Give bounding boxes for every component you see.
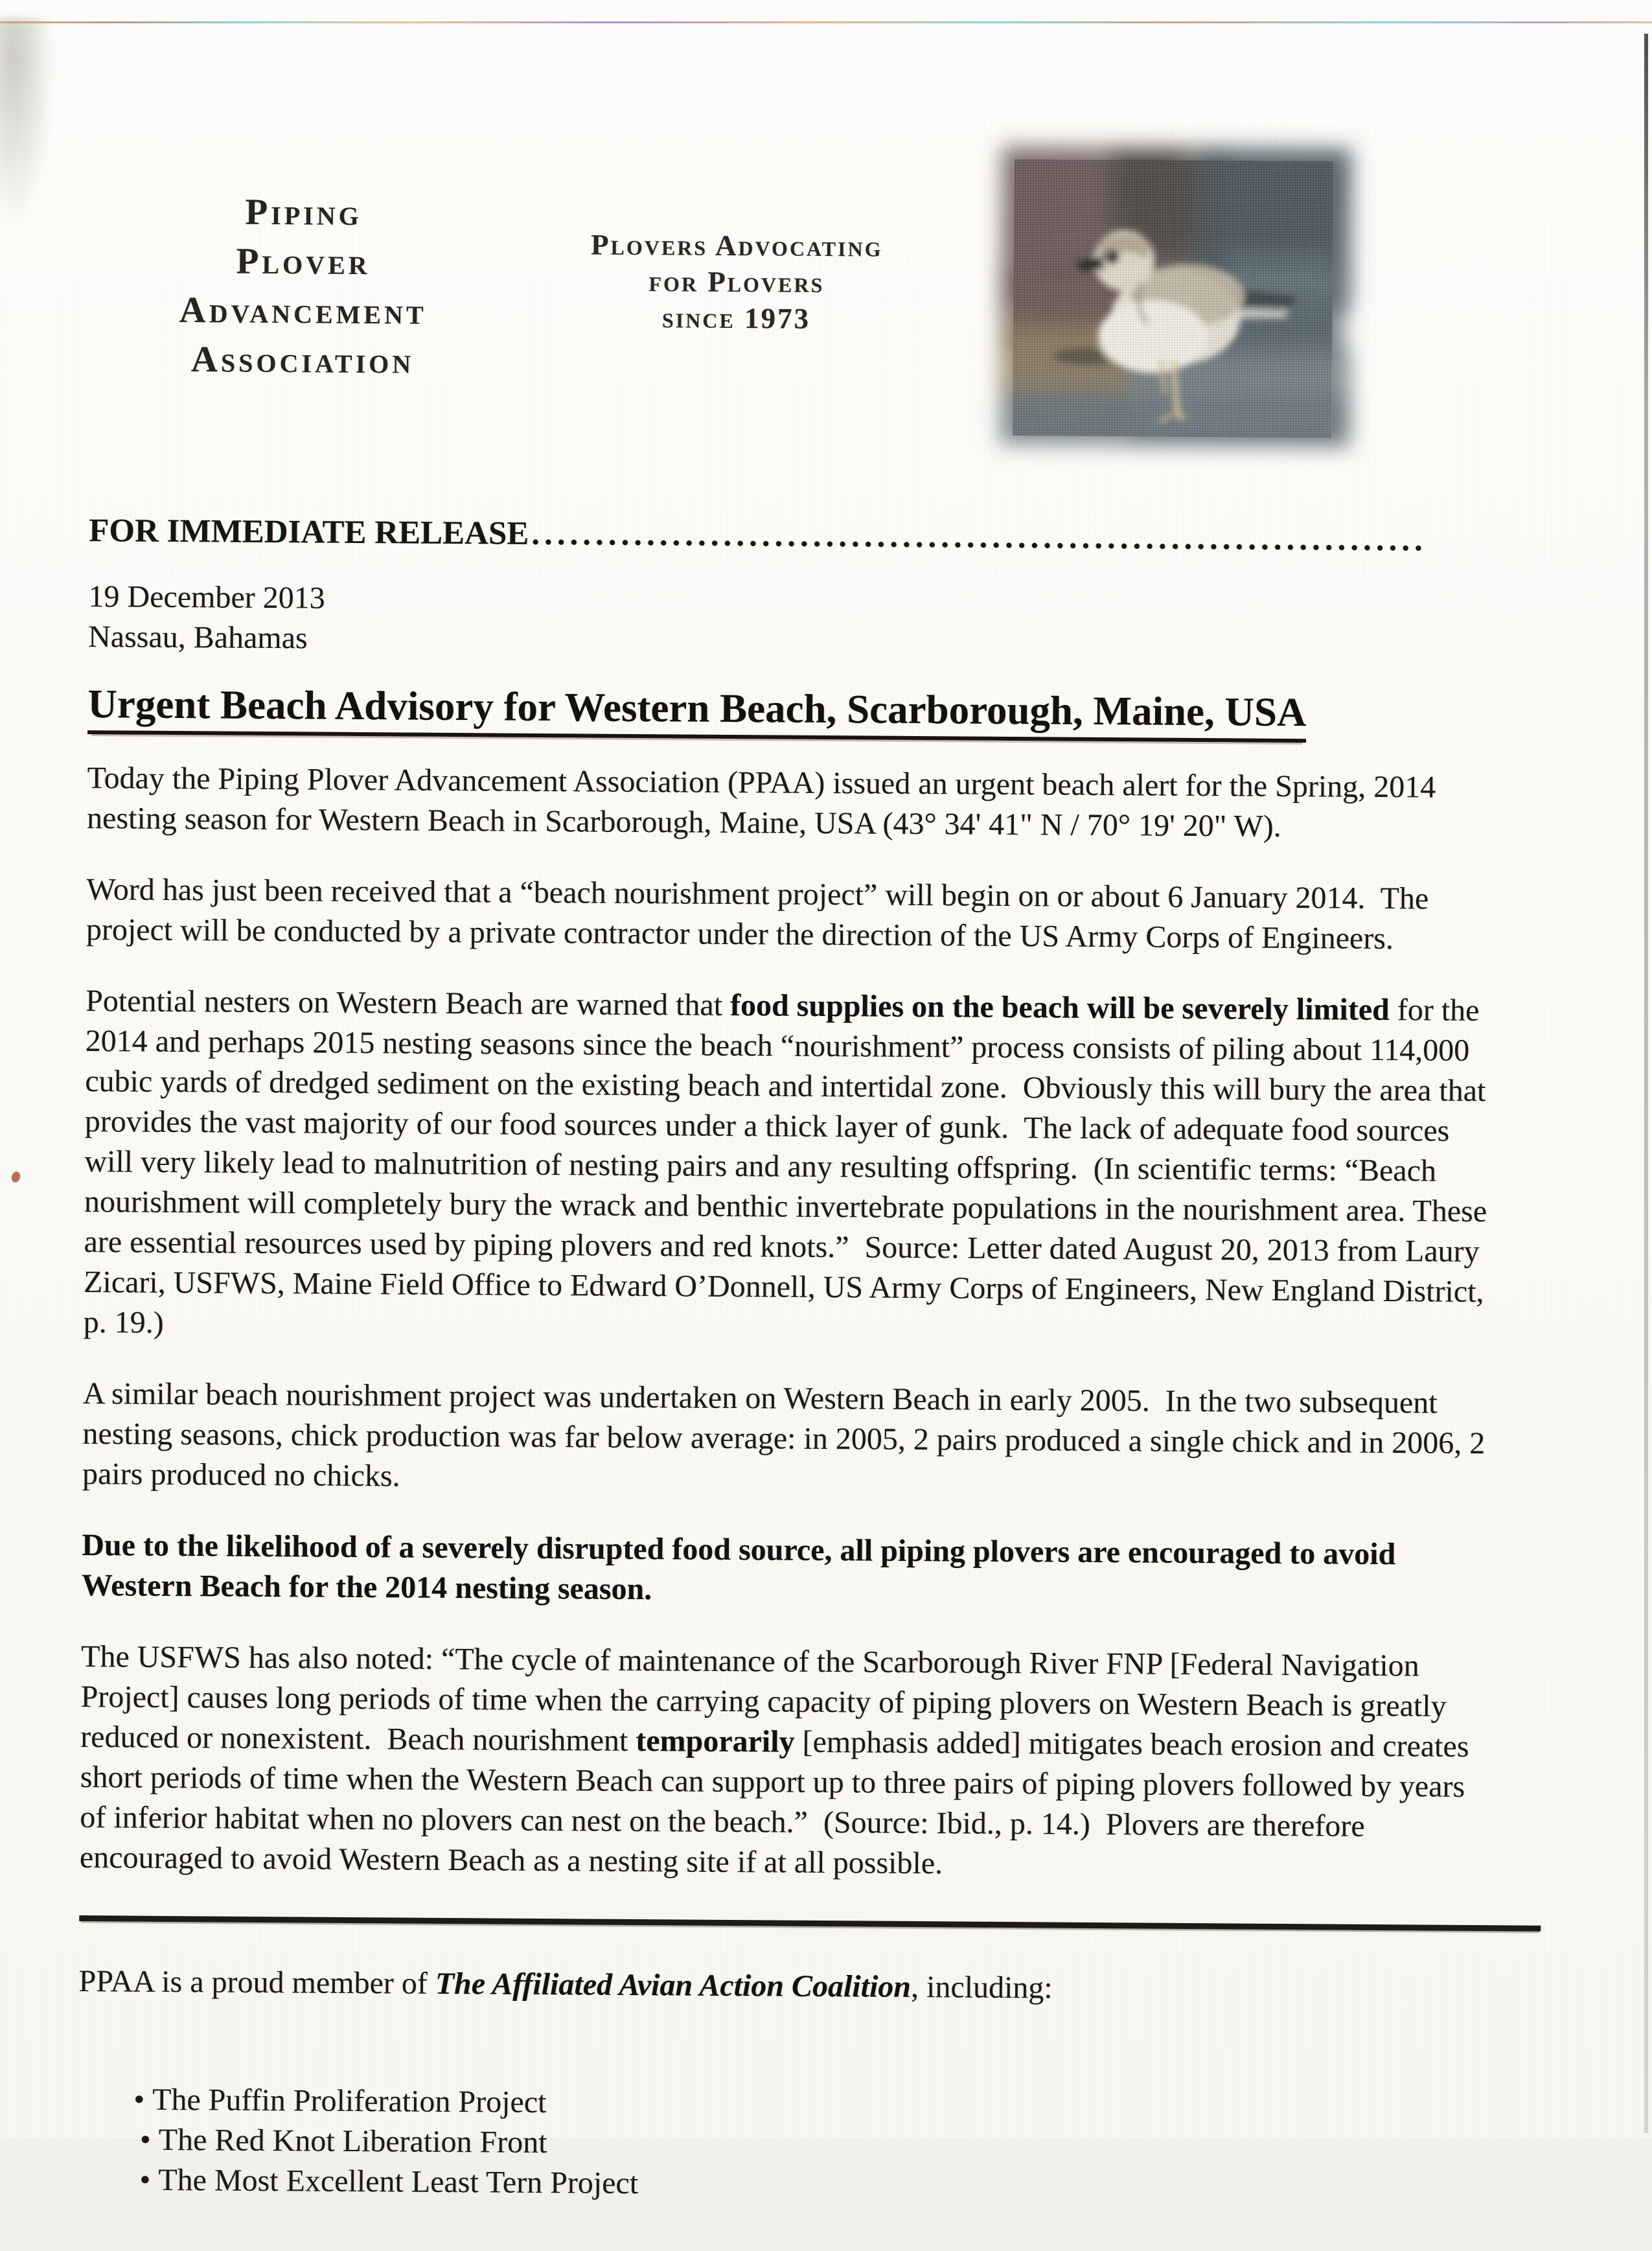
paragraph-3-bold: food supplies on the beach will be severely limited xyxy=(729,988,1390,1028)
paragraph-6-text: [emphasis added] mitigates beach erosion and creates short periods of time when the Western Beach can support up to three pairs of piping plovers followed by years of inferior habitat when no plovers can nest on the beach.” (Source: Ibid., p. 14.) Plovers are therefore encouraged to avoid Western Beach as a nesting site if at all possible. xyxy=(79,1724,1477,1881)
org-logo-line: Plover xyxy=(236,240,371,283)
paragraph-5: Due to the likelihood of a severely disrupted food source, all piping plovers are encouraged to avoid Western Beach for the 2014 nesting season. xyxy=(81,1528,1403,1607)
member-org: The Most Excellent Least Tern Project xyxy=(158,2162,639,2201)
tagline-line: for Plovers xyxy=(648,265,825,299)
bullet-icon: • xyxy=(139,2122,151,2157)
paragraph-6-bold: temporarily xyxy=(636,1724,795,1759)
paragraph-6 xyxy=(80,1637,1489,1887)
piping-plover-photo xyxy=(1013,159,1333,437)
paragraph-1: Today the Piping Plover Advancement Association (PPAA) issued an urgent beach alert for the Spring, 2014 nesting season for Western Beach in Scarborough, Maine, USA (43° 34' 41" N / 70° 19' 20" W). xyxy=(86,761,1444,844)
membership-line xyxy=(78,1961,1486,2011)
membership-text: PPAA is a proud member of xyxy=(78,1964,436,2001)
release-dot-leader: ...................................................................... xyxy=(531,515,1428,559)
org-logo-line: Association xyxy=(190,339,415,382)
paragraph-6-text: The USFWS has also noted: “The cycle of maintenance of the Scarborough River FNP [Federal Navigation Project] causes long periods of time when the carrying capacity of piping plovers on Western Beach is greatly reduced or nonexistent. Beach nourishment xyxy=(80,1639,1454,1759)
tagline-line: Plovers Advocating xyxy=(590,228,883,263)
org-logo xyxy=(104,187,502,386)
member-org-list xyxy=(71,2039,1486,2250)
member-org: The Puffin Proliferation Project xyxy=(152,2082,547,2120)
org-logo-line: Piping xyxy=(245,191,363,234)
headline-text: Urgent Beach Advisory for Western Beach, Scarborough, Maine, USA xyxy=(87,680,1307,743)
release-date: 19 December 2013 xyxy=(88,579,325,616)
bullet-icon: • xyxy=(133,2082,145,2117)
org-logo-line: Advancement xyxy=(179,290,427,332)
paragraph-3-text: for the 2014 and perhaps 2015 nesting seasons since the beach “nourishment” process consists of piling about 114,000 cubic yards of dredged sediment on the existing beach and intertidal zone. Obviously this will bury the area that provides the vast majority of our food sources under a thick layer of gunk. The lack of adequate food sources will very likely lead to malnutrition of nesting pairs and any resulting offspring. (In scientific terms: “Beach nourishment will completely bury the wrack and benthic invertebrate populations in the nourishment area. These are essential resources used by piping plovers and red knots.” Source: Letter dated August 20, 2013 from Laury Zicari, USFWS, Maine Field Office to Edward O’Donnell, US Army Corps of Engineers, New England District, p. 19.) xyxy=(83,993,1495,1340)
paragraph-3-text: Potential nesters on Western Beach are warned that xyxy=(86,984,731,1023)
membership-text: , including: xyxy=(910,1969,1053,2005)
horizontal-rule xyxy=(79,1915,1541,1932)
headline xyxy=(87,680,1307,743)
coalition-name: The Affiliated Avian Action Coalition xyxy=(435,1966,912,2004)
body-text xyxy=(77,758,1495,2250)
release-line xyxy=(89,512,1428,559)
member-org: The Red Knot Liberation Front xyxy=(158,2122,547,2160)
paragraph-2: Word has just been received that a “beach nourishment project” will begin on or about 6 January 2014. The project will be conducted by a private contractor under the direction of the US Army Corps of Engineers. xyxy=(86,872,1437,956)
release-place: Nassau, Bahamas xyxy=(87,619,308,656)
release-label: FOR IMMEDIATE RELEASE xyxy=(89,513,529,552)
org-tagline xyxy=(534,226,939,338)
bullet-icon: • xyxy=(139,2162,151,2197)
paragraph-4: A similar beach nourishment project was undertaken on Western Beach in early 2005. In the two subsequent nesting seasons, chick production was far below average: in 2005, 2 pairs produced a single chick and in 2006, 2 pairs produced no chicks. xyxy=(82,1376,1493,1494)
dateline xyxy=(88,577,325,659)
paragraph-3 xyxy=(84,981,1493,1352)
tagline-line: since 1973 xyxy=(661,301,811,335)
